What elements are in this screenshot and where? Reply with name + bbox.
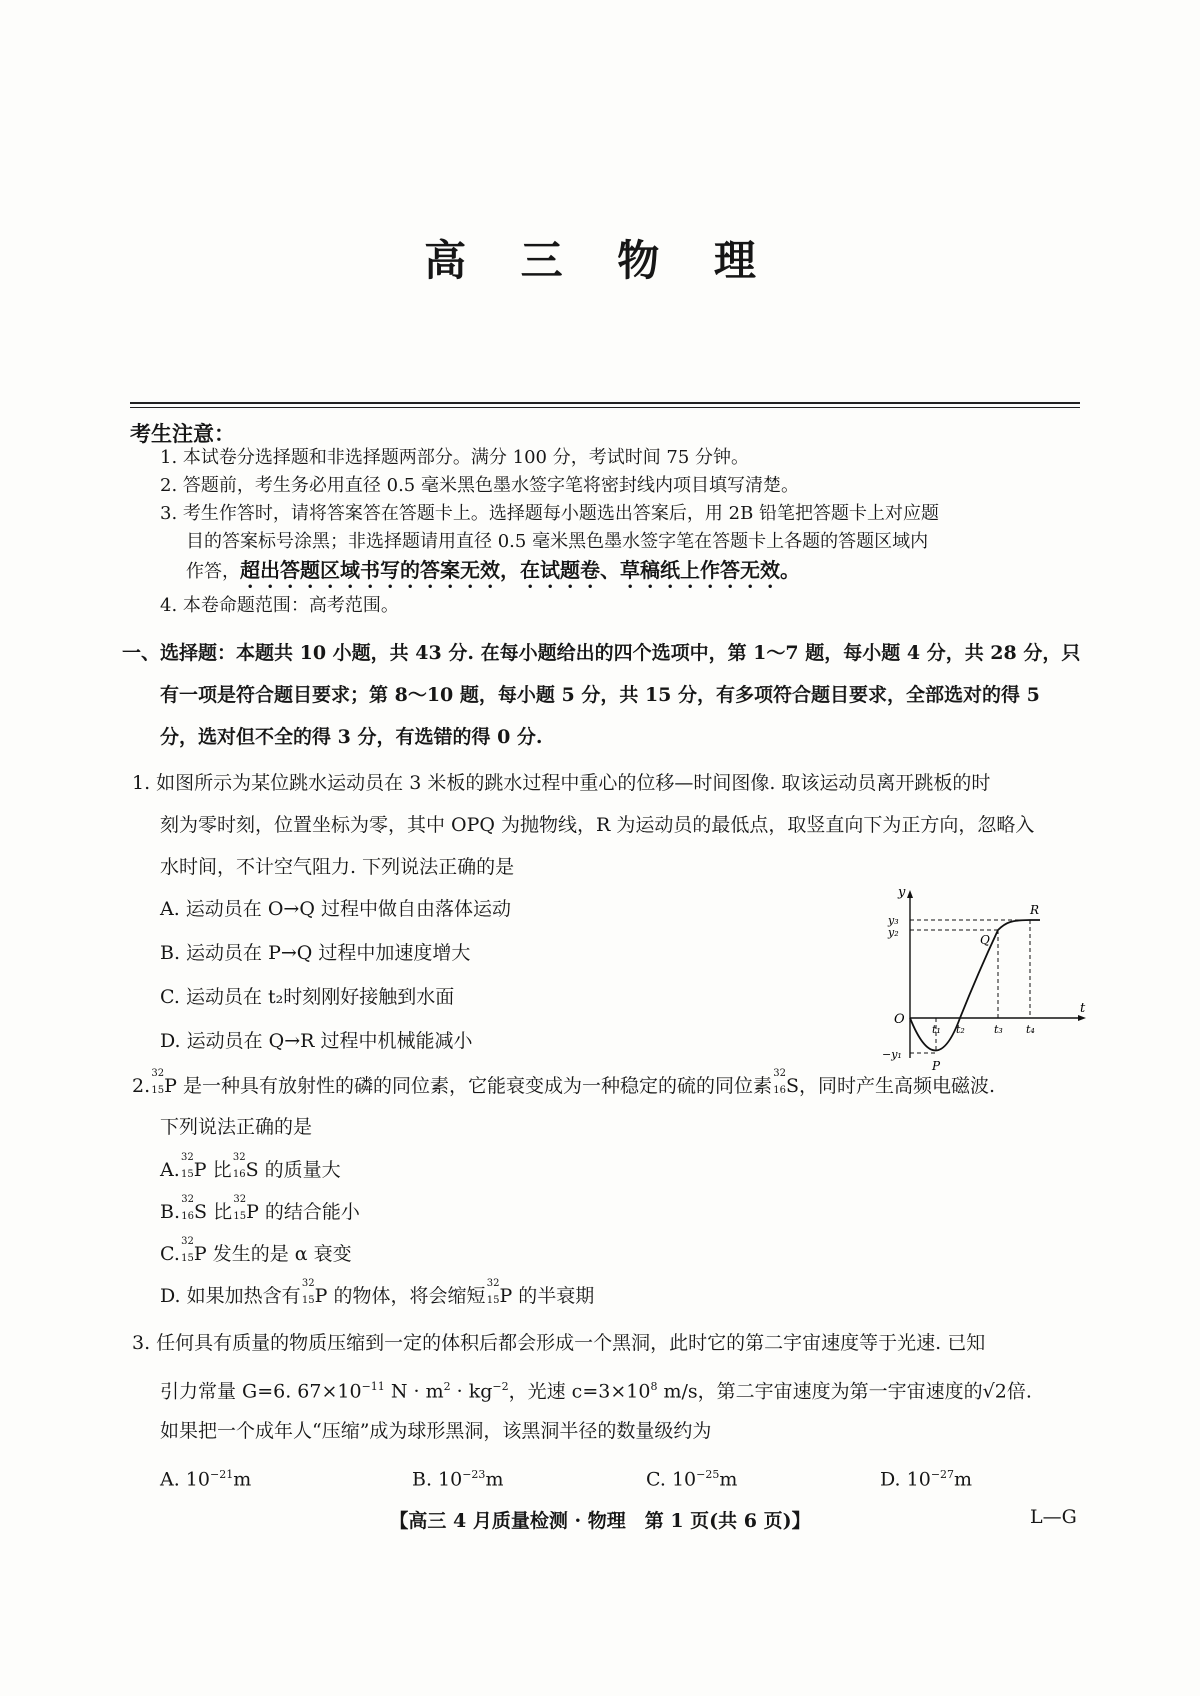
q2-option-c — [160, 1236, 352, 1267]
q3-option-d — [880, 1462, 972, 1492]
q2-stem-line-2: 下列说法正确的是 — [160, 1116, 313, 1138]
q3-option-b — [412, 1462, 503, 1492]
isotope-s32 — [180, 1194, 195, 1222]
iso-mass: 32 — [181, 1152, 194, 1163]
section-1-line-2: 有一项是符合题目要求；第 8～10 题，每小题 5 分，共 15 分，有多项符合题目要求，全部选对的得 5 — [160, 684, 1040, 706]
opt-text: P 的半衰期 — [499, 1285, 595, 1307]
q1-stem-line-1: 1. 如图所示为某位跳水运动员在 3 米板的跳水过程中重心的位移—时间图像. 取该运动员离开跳板的时 — [132, 772, 991, 794]
iso-z: 16 — [181, 1211, 195, 1222]
graph-tick-y3: y₃ — [888, 914, 899, 927]
notice-item-4: 4. 本卷命题范围：高考范围。 — [160, 595, 399, 616]
notice-item-2: 2. 答题前，考生务必用直径 0.5 毫米黑色墨水签字笔将密封线内项目填写清楚。 — [160, 475, 799, 496]
iso-mass: 32 — [301, 1278, 315, 1289]
iso-mass: 32 — [151, 1068, 165, 1079]
q3-option-a — [160, 1462, 251, 1492]
opt-unit: m — [233, 1468, 252, 1491]
q2-option-b — [160, 1194, 360, 1225]
q3-exponent: 2 — [443, 1380, 451, 1393]
q3-stem-line-1: 3. 任何具有质量的物质压缩到一定的体积后都会形成一个黑洞，此时它的第二宇宙速度等于光速. 已知 — [132, 1332, 986, 1354]
q3-text: N · m — [384, 1380, 444, 1403]
graph-tick-neg-y1: −y₁ — [882, 1048, 902, 1061]
q3-text: ，光速 c=3×10 — [508, 1380, 651, 1403]
iso-mass: 32 — [233, 1194, 247, 1205]
q1-option-d: D. 运动员在 Q→R 过程中机械能减小 — [160, 1030, 473, 1052]
notice-item-3-cont: 目的答案标号涂黑；非选择题请用直径 0.5 毫米黑色墨水签字笔在答题卡上各题的答题区域内 — [186, 531, 929, 552]
opt-text: P 比 — [193, 1159, 232, 1181]
isotope-p32 — [232, 1194, 247, 1222]
iso-z: 15 — [181, 1169, 194, 1180]
opt-unit: m — [485, 1468, 504, 1491]
opt-exponent: −25 — [696, 1468, 720, 1481]
graph-point-p: P — [932, 1059, 941, 1073]
opt-letter: C. — [160, 1243, 180, 1265]
graph-tick-t3: t₃ — [994, 1023, 1003, 1036]
isotope-p32 — [150, 1068, 165, 1096]
q3-option-c — [646, 1462, 737, 1492]
q3-stem-line-3: 如果把一个成年人“压缩”成为球形黑洞，该黑洞半径的数量级约为 — [160, 1420, 712, 1442]
iso-mass: 32 — [232, 1152, 246, 1163]
q3-sqrt: √2 — [982, 1380, 1007, 1403]
isotope-p32 — [180, 1236, 194, 1264]
isotope-s32 — [232, 1152, 246, 1180]
graph-t-axis-label: t — [1080, 1001, 1086, 1016]
isotope-p32 — [301, 1278, 315, 1306]
graph-tick-t1: t₁ — [932, 1023, 941, 1036]
opt-letter: A. — [160, 1159, 180, 1181]
opt-exponent: −23 — [462, 1468, 486, 1481]
notice-item-3-prefix: 作答， — [186, 561, 240, 582]
opt-text: D. 10 — [880, 1468, 931, 1491]
iso-mass: 32 — [181, 1236, 194, 1247]
iso-mass: 32 — [486, 1278, 500, 1289]
opt-text: D. 如果加热含有 — [160, 1285, 301, 1307]
graph-tick-t2: t₂ — [956, 1023, 965, 1036]
iso-mass: 32 — [181, 1194, 195, 1205]
q2-option-d — [160, 1278, 595, 1309]
q2-number: 2. — [132, 1075, 151, 1097]
notice-item-3: 3. 考生作答时，请将答案答在答题卡上。选择题每小题选出答案后，用 2B 铅笔把答题卡上对应题 — [160, 503, 940, 524]
iso-z: 15 — [181, 1253, 194, 1264]
isotope-p32 — [485, 1278, 500, 1306]
q3-text: · kg — [450, 1380, 493, 1403]
iso-z: 15 — [233, 1211, 247, 1222]
section-1-line-1: 一、选择题：本题共 10 小题，共 43 分. 在每小题给出的四个选项中，第 1～7 题，每小题 4 分，共 28 分，只 — [122, 642, 1081, 664]
q1-option-c: C. 运动员在 t₂时刻刚好接触到水面 — [160, 986, 455, 1008]
opt-text: P 发生的是 α 衰变 — [193, 1243, 352, 1265]
q3-text: 引力常量 G=6. 67×10 — [160, 1380, 362, 1403]
q1-stem-line-2: 刻为零时刻，位置坐标为零，其中 OPQ 为抛物线，R 为运动员的最低点，取竖直向下为正方向，忽略入 — [160, 814, 1035, 836]
opt-text: B. 10 — [412, 1468, 463, 1491]
iso-z: 16 — [232, 1169, 246, 1180]
opt-text: S 比 — [194, 1201, 233, 1223]
iso-z: 15 — [486, 1295, 500, 1306]
q3-text: 倍. — [1006, 1380, 1032, 1403]
q3-exponent: −11 — [361, 1380, 385, 1393]
graph-tick-t4: t₄ — [1026, 1023, 1035, 1036]
opt-text: A. 10 — [160, 1468, 210, 1491]
notice-item-3-cont2 — [186, 558, 800, 593]
q3-exponent: −2 — [492, 1380, 509, 1393]
section-1-line-3: 分，选对但不全的得 3 分，有选错的得 0 分. — [160, 726, 543, 748]
opt-text: C. 10 — [646, 1468, 697, 1491]
q1-option-b: B. 运动员在 P→Q 过程中加速度增大 — [160, 942, 471, 964]
q3-stem-line-2 — [160, 1374, 1032, 1404]
header-rule-thin — [130, 407, 1080, 408]
iso-z: 15 — [151, 1085, 165, 1096]
opt-exponent: −27 — [930, 1468, 955, 1481]
opt-letter: B. — [160, 1201, 181, 1223]
footer-code: L—G — [1030, 1506, 1077, 1528]
graph-point-r: R — [1030, 903, 1040, 917]
q1-displacement-time-graph — [880, 888, 1090, 1073]
q2-stem-line-1 — [132, 1068, 996, 1099]
notice-item-3-emphasis: 超出答题区域书写的答案无效，在试题卷、草稿纸上作答无效。 — [240, 558, 800, 582]
q2-option-a — [160, 1152, 341, 1183]
iso-mass: 32 — [773, 1068, 786, 1079]
q3-text: m/s，第二宇宙速度为第一宇宙速度的 — [657, 1380, 983, 1403]
isotope-s32 — [772, 1068, 786, 1096]
iso-z: 15 — [301, 1295, 315, 1306]
notice-heading: 考生注意： — [130, 421, 235, 446]
q1-stem-line-3: 水时间，不计空气阻力. 下列说法正确的是 — [160, 856, 515, 878]
q2-stem-post: S，同时产生高频电磁波. — [785, 1075, 996, 1097]
opt-unit: m — [954, 1468, 973, 1491]
q3-exponent: 8 — [650, 1380, 658, 1393]
page-title: 高 三 物 理 — [424, 236, 776, 285]
graph-origin-label: O — [894, 1012, 905, 1027]
footer-page-info: 【高三 4 月质量检测 · 物理 第 1 页(共 6 页)】 — [389, 1510, 811, 1532]
graph-y-axis-label: y — [898, 888, 906, 900]
graph-tick-y2: y₂ — [888, 926, 899, 939]
notice-item-1: 1. 本试卷分选择题和非选择题两部分。满分 100 分，考试时间 75 分钟。 — [160, 447, 750, 468]
opt-text: P 的物体，将会缩短 — [314, 1285, 486, 1307]
q2-stem-mid: P 是一种具有放射性的磷的同位素，它能衰变成为一种稳定的硫的同位素 — [164, 1075, 772, 1097]
header-rule-thick — [130, 402, 1080, 404]
iso-z: 16 — [773, 1085, 786, 1096]
opt-text: P 的结合能小 — [246, 1201, 360, 1223]
opt-unit: m — [719, 1468, 738, 1491]
opt-text: S 的质量大 — [245, 1159, 341, 1181]
graph-point-q: Q — [980, 933, 990, 947]
q1-option-a: A. 运动员在 O→Q 过程中做自由落体运动 — [160, 898, 511, 920]
isotope-p32 — [180, 1152, 194, 1180]
opt-exponent: −21 — [209, 1468, 234, 1481]
